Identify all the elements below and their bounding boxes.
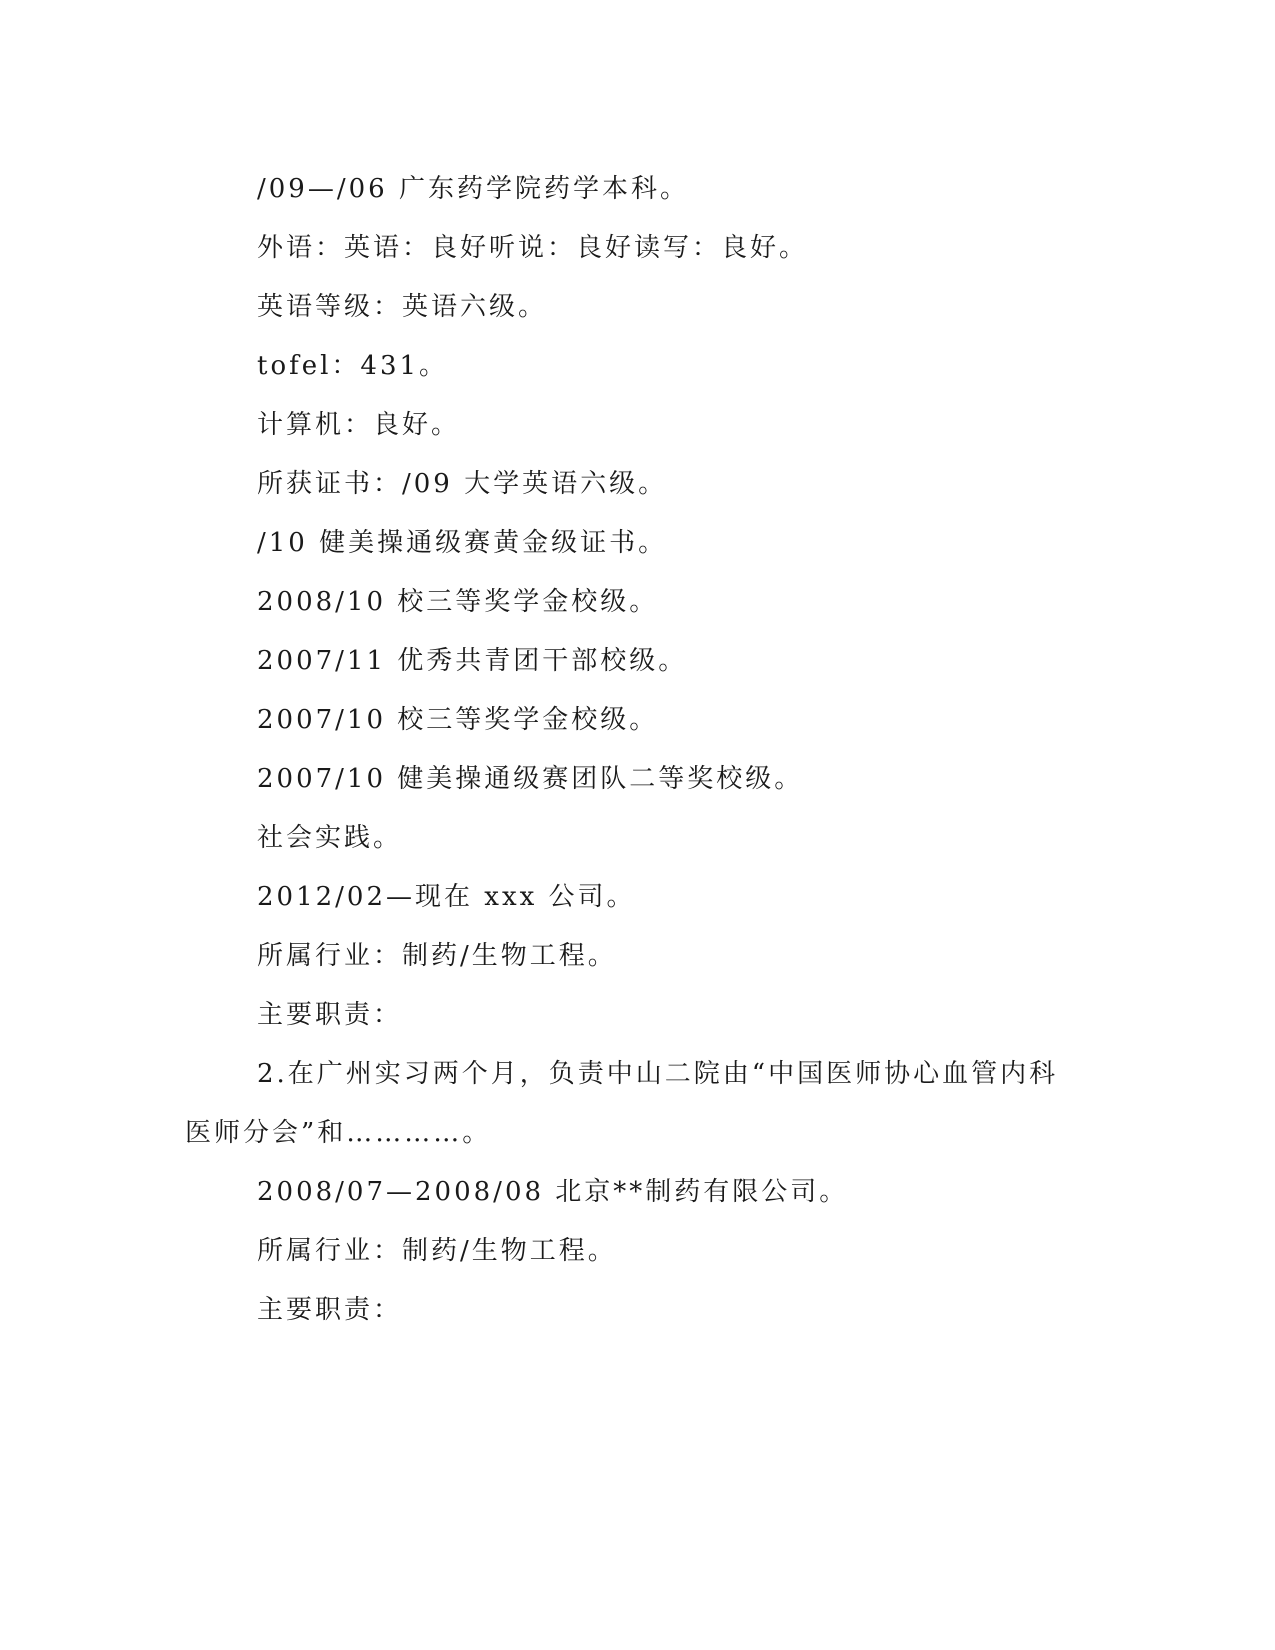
education-line: /09—/06 广东药学院药学本科。 xyxy=(257,174,689,204)
duties-text: 2.在广州实习两个月，负责中山二院由“中国医师协心血管内科医师分会”和…………。 xyxy=(185,1059,1059,1148)
duties-label: 主要职责： xyxy=(257,1295,403,1325)
english-level-line: 英语等级：英语六级。 xyxy=(257,292,548,322)
award-item: 2007/11 优秀共青团干部校级。 xyxy=(257,646,688,676)
tofel-line: tofel：431。 xyxy=(257,351,449,381)
duties-label: 主要职责： xyxy=(257,1000,403,1030)
experience-entry: 2012/02—现在 xxx 公司。 xyxy=(257,882,636,912)
award-item: 2007/10 校三等奖学金校级。 xyxy=(257,705,659,735)
award-item: 2008/10 校三等奖学金校级。 xyxy=(257,587,659,617)
section-heading: 社会实践。 xyxy=(257,823,403,853)
language-line: 外语：英语：良好听说：良好读写：良好。 xyxy=(257,233,809,263)
document-body xyxy=(185,160,1075,1340)
experience-entry: 2008/07—2008/08 北京**制药有限公司。 xyxy=(257,1177,849,1207)
certificate-line: 所获证书：/09 大学英语六级。 xyxy=(257,469,668,499)
industry-line: 所属行业：制药/生物工程。 xyxy=(257,1236,617,1266)
award-item: 2007/10 健美操通级赛团队二等奖校级。 xyxy=(257,764,804,794)
computer-line: 计算机：良好。 xyxy=(257,410,461,440)
industry-line: 所属行业：制药/生物工程。 xyxy=(257,941,617,971)
certificate-item: /10 健美操通级赛黄金级证书。 xyxy=(257,528,668,558)
